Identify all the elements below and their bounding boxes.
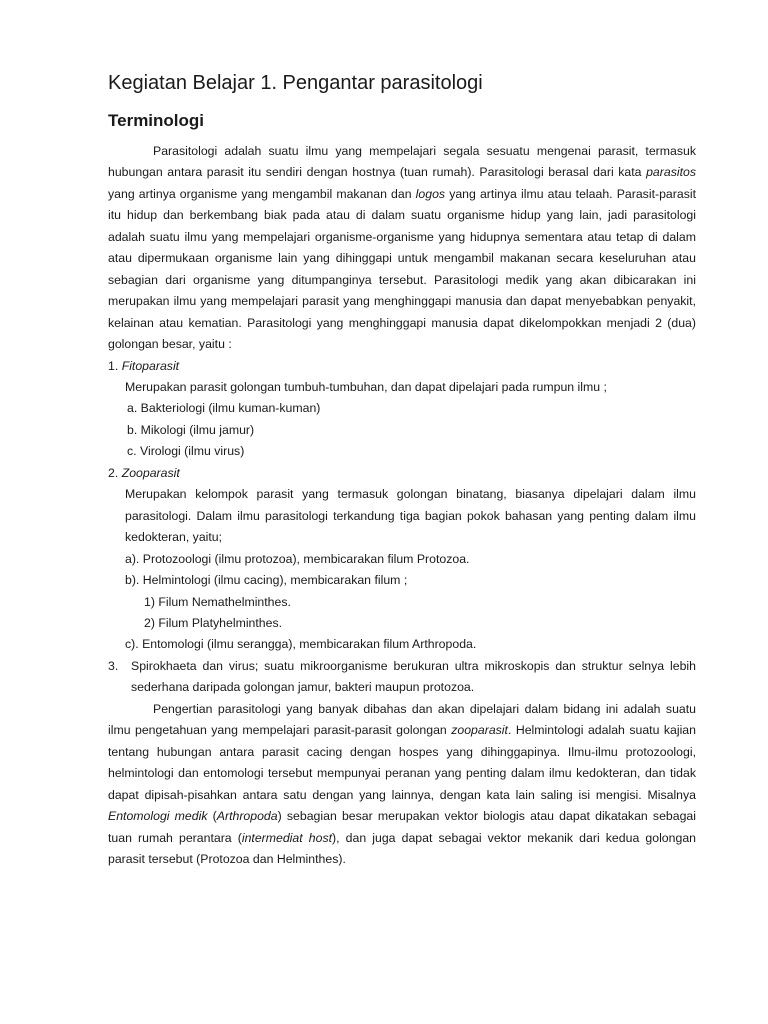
list-item-3 (108, 656, 696, 699)
page-title: Kegiatan Belajar 1. Pengantar parasitologi (108, 72, 483, 94)
term-intermediat-host: intermediat host (241, 830, 333, 845)
list-sub-sub-item: 1) Filum Nemathelminthes. (144, 594, 291, 609)
list-item-1-heading (108, 356, 696, 377)
term-logos: logos (415, 186, 446, 201)
list-number: 1. (108, 358, 122, 373)
text-run: . Helmintologi adalah suatu kajian tentang hubungan antara parasit cacing dengan hospes yang dihinggapinya. Ilmu-ilmu protozoologi, helmintologi dan entomologi tersebut mempunyai peranan yang penting dalam ilmu kedokteran, dan tidak dapat dipisah-pisahkan antara satu dengan yang lainnya, dengan kata lain saling isi mengisi. Misalnya (108, 723, 696, 802)
list-sub-item: b. Mikologi (ilmu jamur) (127, 422, 255, 437)
list-item-1-desc: Merupakan parasit golongan tumbuh-tumbuhan, dan dapat dipelajari pada rumpun ilmu ; (125, 379, 607, 394)
closing-paragraph (108, 699, 696, 871)
text-run: Parasitologi adalah suatu ilmu yang mempelajari segala sesuatu mengenai parasit, termasuk hubungan antara parasit itu sendiri dengan hostnya (tuan rumah). Parasitologi berasal dari kata (108, 144, 696, 180)
term-fitoparasit: Fitoparasit (121, 358, 180, 373)
list-sub-item: a). Protozoologi (ilmu protozoa), membicarakan filum Protozoa. (125, 551, 470, 566)
list-sub-item: a. Bakteriologi (ilmu kuman-kuman) (127, 401, 321, 416)
list-sub-item: b). Helmintologi (ilmu cacing), membicarakan filum ; (125, 573, 408, 588)
list-sub-item: c. Virologi (ilmu virus) (127, 444, 245, 459)
text-run: ( (207, 809, 217, 824)
list-item-2-desc: Merupakan kelompok parasit yang termasuk golongan binatang, biasanya dipelajari dalam ilmu parasitologi. Dalam ilmu parasitologi terkandung tiga bagian pokok bahasan yang penting dalam ilmu kedokteran, yaitu; (125, 487, 696, 545)
list-number: 2. (108, 465, 122, 480)
document-body (108, 141, 696, 870)
list-number: 3. (108, 658, 119, 673)
text-run: yang artinya ilmu atau telaah. Parasit-parasit itu hidup dan berkembang biak pada atau di dalam suatu organisme hidup yang lain, jadi parasitologi adalah suatu ilmu yang mempelajari organisme-organisme yang hidupnya sementara atau tetap di dalam atau dipermukaan organisme lain yang dihinggapi untuk mengambil makanan secara keseluruhan atau sebagian dari organisme yang ditumpanginya tersebut. Parasitologi medik yang akan dibicarakan ini merupakan ilmu yang mempelajari parasit yang menghinggapi manusia dan dapat menyebabkan penyakit, kelainan atau kematian. Parasitologi yang menghinggapi manusia dapat dikelompokkan menjadi 2 (dua) golongan besar, yaitu : (108, 186, 696, 352)
section-heading: Terminologi (108, 111, 205, 130)
term-parasitos: parasitos (646, 165, 696, 180)
intro-paragraph (108, 141, 696, 356)
list-sub-item: c). Entomologi (ilmu serangga), membicarakan filum Arthropoda. (125, 637, 477, 652)
term-zooparasit: Zooparasit (121, 465, 180, 480)
text-run: ) sebagian besar merupakan vektor biologis atau dapat dikatakan sebagai tuan rumah perantara ( (108, 809, 696, 845)
term-zooparasit-inline: zooparasit (451, 723, 508, 738)
text-run: ), dan juga dapat sebagai vektor mekanik dari kedua golongan parasit tersebut (Protozoa dan Helminthes). (108, 830, 696, 866)
list-item-3-text: Spirokhaeta dan virus; suatu mikroorganisme berukuran ultra mikroskopis dan struktur selnya lebih sederhana daripada golongan jamur, bakteri maupun protozoa. (131, 658, 696, 695)
term-arthropoda: Arthropoda (216, 809, 278, 824)
list-item-2-heading (108, 463, 696, 484)
list-sub-sub-item: 2) Filum Platyhelminthes. (144, 615, 283, 630)
term-entomologi-medik: Entomologi medik (108, 809, 208, 824)
text-run: Pengertian parasitologi yang banyak dibahas dan akan dipelajari dalam bidang ini adalah suatu ilmu pengetahuan yang mempelajari parasit-parasit golongan (108, 701, 696, 738)
text-run: yang artinya organisme yang mengambil makanan dan (108, 186, 416, 201)
